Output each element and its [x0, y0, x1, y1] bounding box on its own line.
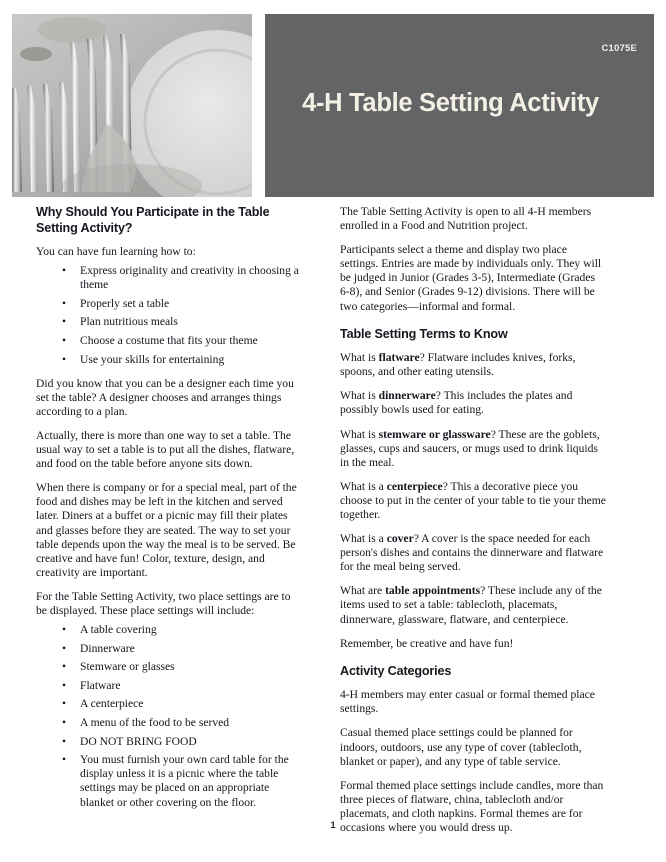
list-item: [36, 297, 302, 311]
paragraph-usual-way: Actually, there is more than one way to set a table. The usual way to set a table is to put all the dishes, flatware, and food on the table before anyone sits down.: [36, 428, 295, 471]
list-item: [36, 264, 302, 292]
list-item-label: A centerpiece: [80, 697, 144, 711]
list-item: [36, 753, 302, 809]
term-dinnerware: [340, 389, 606, 417]
term-flatware: [340, 351, 606, 379]
list-item-label: You must furnish your own card table for the display unless it is a picnic where the table settings may be placed on an appropriate blanket or other covering on the floor.: [80, 753, 289, 809]
fork-place-setting-photo-icon: [12, 14, 252, 197]
bullet-icon: •: [62, 697, 67, 711]
header-photo: [12, 14, 252, 197]
term-word: dinnerware: [378, 389, 436, 403]
list-item: [36, 697, 302, 711]
bullet-icon: •: [62, 315, 67, 329]
benefits-list: [36, 264, 302, 367]
term-cover: [340, 532, 606, 574]
intro-line: You can have fun learning how to:: [36, 245, 196, 258]
right-column: [340, 205, 606, 845]
list-item-label: Use your skills for entertaining: [80, 352, 225, 366]
list-item: [36, 353, 302, 367]
term-definition: ? These are the goblets, glasses, cups and saucers, or mugs used to drink liquids in the meal.: [340, 427, 600, 469]
bullet-icon: •: [62, 296, 67, 310]
list-item: [36, 642, 302, 656]
term-definition: ? These include any of the items used to set a table: tablecloth, placemats, dinnerware, glassware, flatware, and centerpiece.: [340, 584, 602, 626]
term-definition: ? This includes the plates and possibly bowls used for eating.: [340, 389, 573, 417]
bullet-icon: •: [62, 352, 67, 366]
heading-activity-categories: Activity Categories: [340, 663, 452, 678]
bullet-icon: •: [62, 623, 67, 637]
paragraph-special-meal: When there is company or for a special meal, part of the food and dishes may be left in the kitchen and served later. Diners at a buffet or a picnic may fill their plates and glasses before they are seated. The way to set your table depends upon the way the meal is to be served. Be creative and have fun! Color, texture, design, and creativity are important.: [36, 481, 297, 579]
term-definition: ? A cover is the space needed for each person's dishes and contains the dinnerware and flatware for the meal being served.: [340, 532, 604, 574]
list-item-label: A menu of the food to be served: [80, 716, 230, 730]
term-word: flatware: [378, 351, 420, 365]
term-lead: What are: [340, 584, 386, 598]
list-item-label: Properly set a table: [80, 296, 170, 310]
list-item: [36, 334, 302, 348]
list-item-label: A table covering: [80, 623, 157, 637]
term-lead: What is a: [340, 479, 387, 493]
bullet-icon: •: [62, 734, 67, 748]
list-item: [36, 735, 302, 749]
term-lead: What is: [340, 351, 379, 365]
term-lead: What is: [340, 389, 379, 403]
bullet-icon: •: [62, 678, 67, 692]
bullet-icon: •: [62, 660, 67, 674]
paragraph-formal-theme: Formal themed place settings include candles, more than three pieces of flatware, china, tablecloth and/or placemats, and cloth napkins. Formal themes are for occasions where you would dress up.: [340, 778, 604, 834]
list-item: [36, 679, 302, 693]
bullet-icon: •: [62, 333, 67, 347]
paragraph-two-place-settings: For the Table Setting Activity, two place settings are to be displayed. These place settings will include:: [36, 589, 291, 617]
list-item: [36, 623, 302, 637]
paragraph-eligibility: The Table Setting Activity is open to all 4-H members enrolled in a Food and Nutrition project.: [340, 205, 592, 233]
list-item-label: Choose a costume that fits your theme: [80, 333, 258, 347]
paragraph-casual-or-formal: 4-H members may enter casual or formal themed place settings.: [340, 688, 595, 716]
list-item: [36, 315, 302, 329]
term-lead: What is a: [340, 532, 387, 546]
list-item-label: Plan nutritious meals: [80, 315, 178, 329]
bullet-icon: •: [62, 264, 67, 278]
paragraph-divisions: Participants select a theme and display two place settings. Entries are made by individuals only. They will be judged in Junior (Grades 3-5), Intermediate (Grades 6-8), and Senior (Grades 9-12) divisions. There will be two categories—informal and formal.: [340, 243, 602, 313]
list-item-label: Express originality and creativity in choosing a theme: [80, 264, 299, 292]
paragraph-designer: Did you know that you can be a designer each time you set the table? A designer chooses and arranges things according to a plan.: [36, 376, 294, 418]
header-title-block: [265, 14, 654, 197]
term-table-appointments: [340, 584, 606, 626]
list-item: [36, 660, 302, 674]
document-body: [0, 205, 666, 834]
list-item-label: Stemware or glasses: [80, 660, 175, 674]
term-definition: ? Flatware includes knives, forks, spoons, and other eating utensils.: [340, 351, 576, 379]
term-definition: ? This a decorative piece you choose to put in the center of your table to tie your theme together.: [340, 479, 606, 521]
page-number: 1: [330, 820, 336, 830]
term-centerpiece: [340, 480, 606, 522]
list-item-label: DO NOT BRING FOOD: [80, 734, 197, 748]
remember-line: Remember, be creative and have fun!: [340, 636, 514, 650]
term-word: centerpiece: [386, 479, 443, 493]
heading-terms-to-know: Table Setting Terms to Know: [340, 326, 508, 341]
left-column: [36, 205, 302, 820]
list-item: [36, 716, 302, 730]
page-title: 4-H Table Setting Activity: [302, 89, 599, 117]
paragraph-casual-theme: Casual themed place settings could be planned for indoors, outdoors, use any type of cover (tablecloth, blanket or paper), and any type of table service.: [340, 726, 582, 768]
heading-why-participate: Why Should You Participate in the Table Setting Activity?: [36, 205, 270, 235]
term-lead: What is: [340, 427, 379, 441]
place-setting-items-list: [36, 623, 302, 810]
term-word: cover: [386, 532, 414, 546]
term-stemware-glassware: [340, 428, 606, 470]
list-item-label: Flatware: [80, 678, 121, 692]
term-word: table appointments: [385, 584, 481, 598]
publication-code: C1075E: [601, 43, 637, 54]
bullet-icon: •: [62, 753, 67, 767]
header-banner: [0, 14, 666, 197]
bullet-icon: •: [62, 716, 67, 730]
bullet-icon: •: [62, 641, 67, 655]
list-item-label: Dinnerware: [80, 641, 135, 655]
term-word: stemware or glassware: [378, 427, 491, 441]
